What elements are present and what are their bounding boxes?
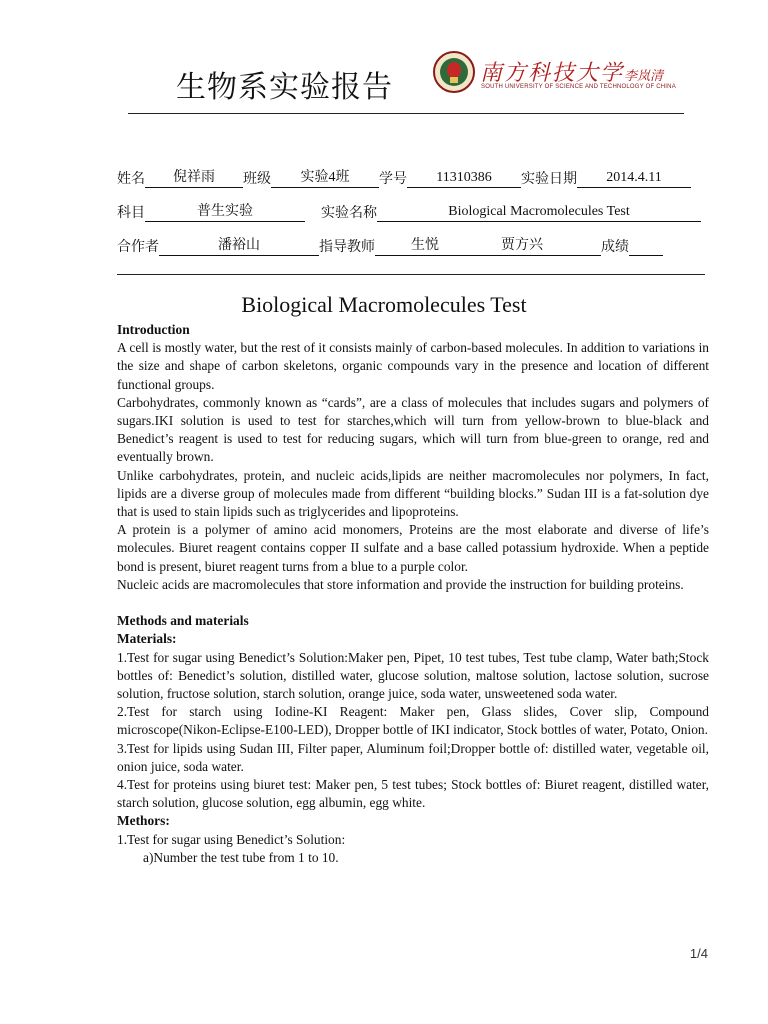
materials-item: 2.Test for starch using Iodine-KI Reagent: Maker pen, Glass slides, Cover slip, Compound microscope(Nikon-Eclipse-E100-LED), Dropper bottle of IKI indicator, Stock bottles of water, Potato, Onion. xyxy=(117,704,709,738)
date-label: 实验日期 xyxy=(521,172,577,187)
methods-sub-heading: Methors: xyxy=(117,813,170,829)
article-title: Biological Macromolecules Test xyxy=(241,292,527,317)
experiment-name-field: Biological Macromolecules Test xyxy=(377,204,701,222)
experiment-name-label: 实验名称 xyxy=(321,206,377,221)
method-substep: a)Number the test tube from 1 to 10. xyxy=(143,849,339,865)
student-info-row xyxy=(117,168,711,188)
spacer xyxy=(117,594,709,612)
paragraph: Carbohydrates, commonly known as “cards”, are a class of molecules that includes sugars and polymers of sugars.IKI solution is used to test for starches,which will turn from yellow-brown to blue-black and Benedict’s reagent is used to test for reducing sugars, which will turn from blue-green to orange, red and eventually brown. xyxy=(117,394,709,465)
materials-heading: Materials: xyxy=(117,631,177,647)
id-label: 学号 xyxy=(379,172,407,187)
page-number: 1/4 xyxy=(689,946,708,961)
method-step: 1.Test for sugar using Benedict’s Solution: xyxy=(117,831,346,847)
class-label: 班级 xyxy=(243,172,271,187)
partner-info-row xyxy=(117,236,711,256)
partner-label: 合作者 xyxy=(117,240,159,255)
experiment-info-row xyxy=(117,202,711,222)
teacher-name-2: 贾方兴 xyxy=(501,238,543,253)
partner-field: 潘裕山 xyxy=(159,238,319,256)
student-id-field: 11310386 xyxy=(407,170,521,188)
document-title: 生物系实验报告 xyxy=(176,71,393,104)
introduction-heading: Introduction xyxy=(117,322,190,337)
subject-field: 普生实验 xyxy=(145,204,305,222)
date-field: 2014.4.11 xyxy=(577,170,691,188)
calligrapher-name: 李岚清 xyxy=(624,68,664,83)
report-body xyxy=(117,321,709,867)
university-name: 南方科技大学 xyxy=(480,60,625,85)
teacher-name-1: 生悦 xyxy=(411,238,439,253)
name-label: 姓名 xyxy=(117,172,145,187)
materials-item: 3.Test for lipids using Sudan III, Filter paper, Aluminum foil;Dropper bottle of: distilled water, vegetable oil, onion juice, soda water. xyxy=(117,740,709,774)
name-field: 倪祥雨 xyxy=(145,170,243,188)
subject-label: 科目 xyxy=(117,206,145,221)
paragraph: A protein is a polymer of amino acid monomers, Proteins are the most elaborate and diverse of life’s molecules. Biuret reagent contains copper II sulfate and a base called potassium hydroxide. When a peptide bond is present, biuret reagent turns from a blue to a purple color. xyxy=(117,522,709,574)
teacher-label: 指导教师 xyxy=(319,240,375,255)
class-field: 实验4班 xyxy=(271,170,379,188)
paragraph: Nucleic acids are macromolecules that store information and provide the instruction for building proteins. xyxy=(117,576,684,592)
score-label: 成绩 xyxy=(601,240,629,255)
paragraph: A cell is mostly water, but the rest of it consists mainly of carbon-based molecules. In addition to variations in the size and shape of carbon skeletons, organic compounds vary in the presence and location of different functional groups. xyxy=(117,340,709,392)
university-name-en: SOUTH UNIVERSITY OF SCIENCE AND TECHNOLOGY OF CHINA xyxy=(481,84,676,90)
header-divider xyxy=(128,113,684,114)
materials-item: 1.Test for sugar using Benedict’s Solution:Maker pen, Pipet, 10 test tubes, Test tube clamp, Water bath;Stock bottles of: Benedict’s solution, distilled water, glucose solution, maltose solution, lactose solution, sucrose solution, fructose solution, starch solution, orange juice, soda water, unsweetened soda water. xyxy=(117,649,709,702)
materials-item: 4.Test for proteins using biuret test: Maker pen, 5 test tubes; Stock bottles of: Biuret reagent, distilled water, starch solution, glucose solution, egg albumin, egg white. xyxy=(117,777,709,811)
info-divider xyxy=(117,274,705,275)
methods-heading: Methods and materials xyxy=(117,613,249,629)
paragraph: Unlike carbohydrates, protein, and nucleic acids,lipids are neither macromolecules nor polymers, In fact, lipids are a diverse group of molecules made from different “building blocks.” Sudan III is a fat-solution dye that is used to stain lipids such as triglycerides and lipoproteins. xyxy=(117,467,709,520)
teacher-field xyxy=(375,238,601,256)
university-name-cn xyxy=(480,56,663,87)
score-field xyxy=(629,238,663,256)
